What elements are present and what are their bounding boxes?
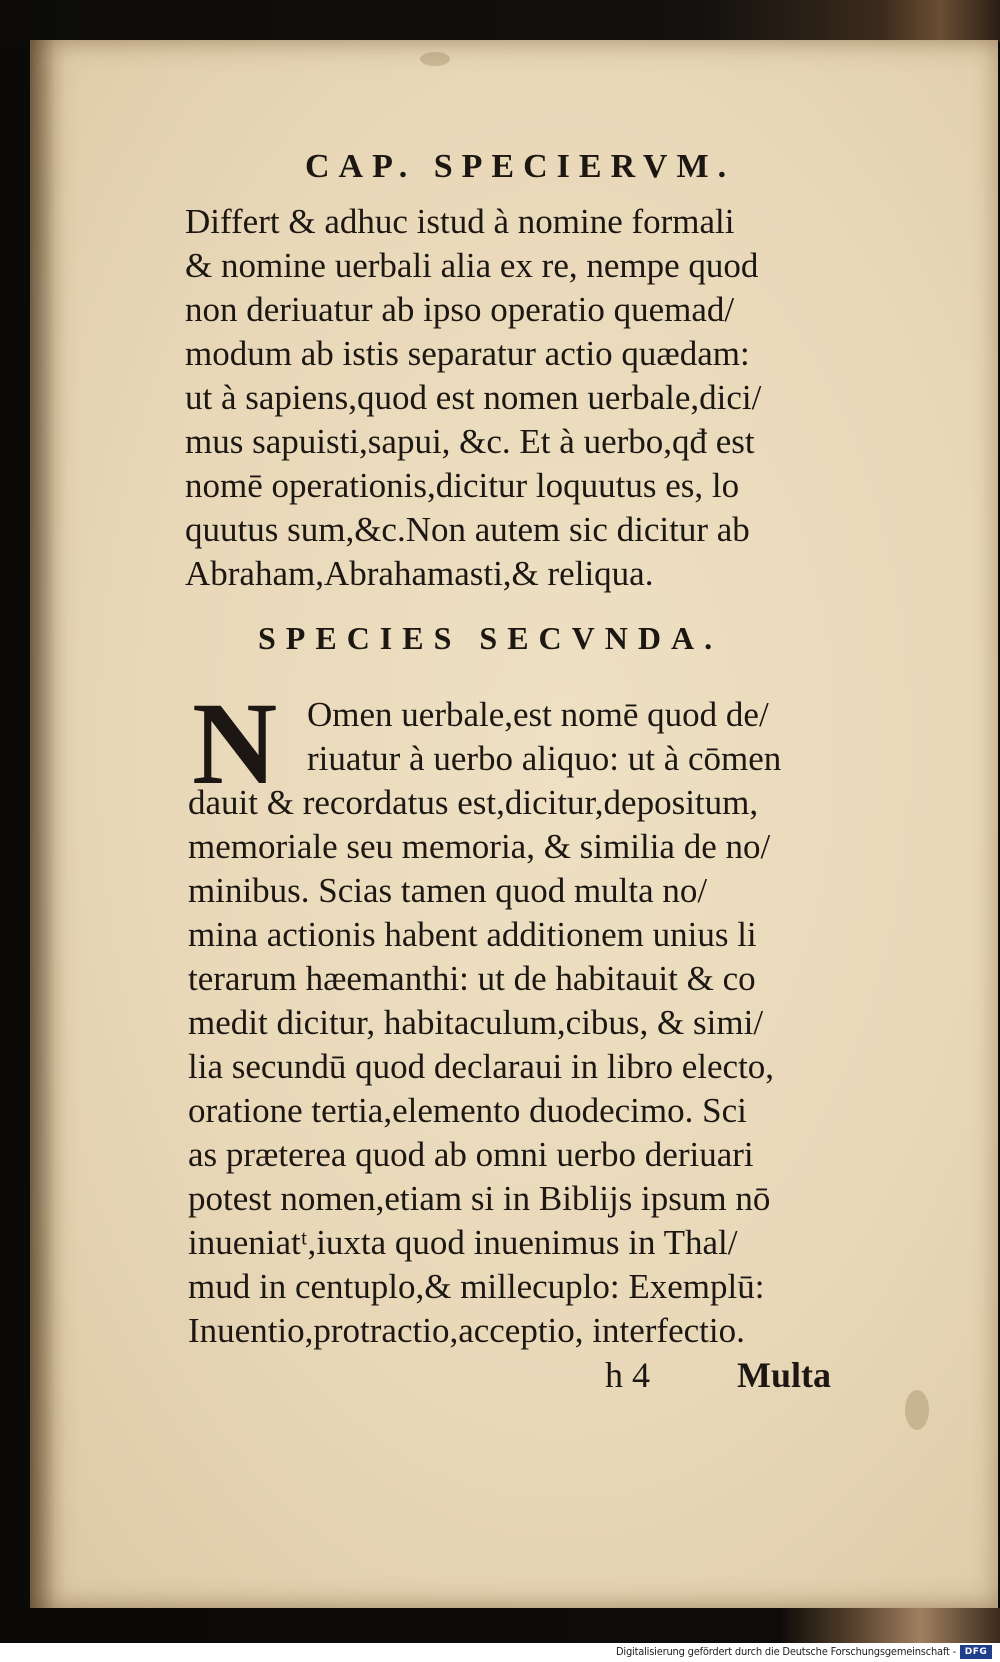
- scan-bottom-edge: [0, 1608, 1000, 1648]
- text-line: Omen uerbale,est nomē quod de/: [307, 695, 769, 734]
- text-line: Abraham,Abrahamasti,& reliqua.: [185, 554, 654, 593]
- text-line: nomē operationis,dicitur loquutus es, lo: [185, 466, 740, 505]
- text-line: riuatur à uerbo aliquo: ut à cōmen: [307, 739, 782, 778]
- text-line: quutus sum,&c.Non autem sic dicitur ab: [185, 510, 750, 549]
- text-line: Inuentio,protractio,acceptio, interfectio.: [188, 1311, 745, 1350]
- text-line: minibus. Scias tamen quod multa no/: [188, 871, 708, 910]
- funding-notice: Digitalisierung gefördert durch die Deutsche Forschungsgemeinschaft -: [615, 1645, 956, 1658]
- text-line: medit dicitur, habitaculum,cibus, & simi/: [188, 1003, 764, 1042]
- text-line: oratione tertia,elemento duodecimo. Sci: [188, 1091, 747, 1130]
- page-footer-line: [605, 1353, 831, 1397]
- catchword: Multa: [737, 1355, 831, 1395]
- paper-stain: [905, 1390, 929, 1430]
- text-line: potest nomen,etiam si in Biblijs ipsum nō: [188, 1179, 771, 1218]
- dfg-logo: DFG: [960, 1645, 992, 1659]
- running-head: CAP. SPECIERVM.: [305, 148, 736, 185]
- text-line: terarum hæemanthi: ut de habitauit & co: [188, 959, 756, 998]
- text-line: dauit & recordatus est,dicitur,depositum,: [188, 783, 759, 822]
- paper-stain: [420, 52, 450, 66]
- text-line: & nomine uerbali alia ex re, nempe quod: [185, 246, 759, 285]
- text-line: as præterea quod ab omni uerbo deriuari: [188, 1135, 754, 1174]
- text-line: mud in centuplo,& millecuplo: Exemplū:: [188, 1267, 765, 1306]
- page-gutter-shadow: [30, 40, 66, 1608]
- text-line: mina actionis habent additionem unius li: [188, 915, 757, 954]
- text-line: mus sapuisti,sapui, &c. Et à uerbo,qđ est: [185, 422, 755, 461]
- text-line: Differt & adhuc istud à nomine formali: [185, 202, 735, 241]
- paragraph-2: [188, 781, 908, 1353]
- text-line: inueniatᵗ,iuxta quod inuenimus in Thal/: [188, 1223, 738, 1262]
- text-line: non deriuatur ab ipso operatio quemad/: [185, 290, 735, 329]
- text-line: modum ab istis separatur actio quædam:: [185, 334, 750, 373]
- text-line: ut à sapiens,quod est nomen uerbale,dici/: [185, 378, 762, 417]
- section-heading: SPECIES SECVNDA.: [258, 620, 723, 656]
- scan-top-edge: [0, 0, 1000, 42]
- text-line: memoriale seu memoria, & similia de no/: [188, 827, 771, 866]
- drop-cap-initial: N: [192, 678, 278, 809]
- text-line: lia secundū quod declaraui in libro electo,: [188, 1047, 775, 1086]
- paragraph-2-indented: [307, 693, 1000, 781]
- paragraph-1: [185, 200, 905, 596]
- signature-mark: h 4: [605, 1355, 650, 1395]
